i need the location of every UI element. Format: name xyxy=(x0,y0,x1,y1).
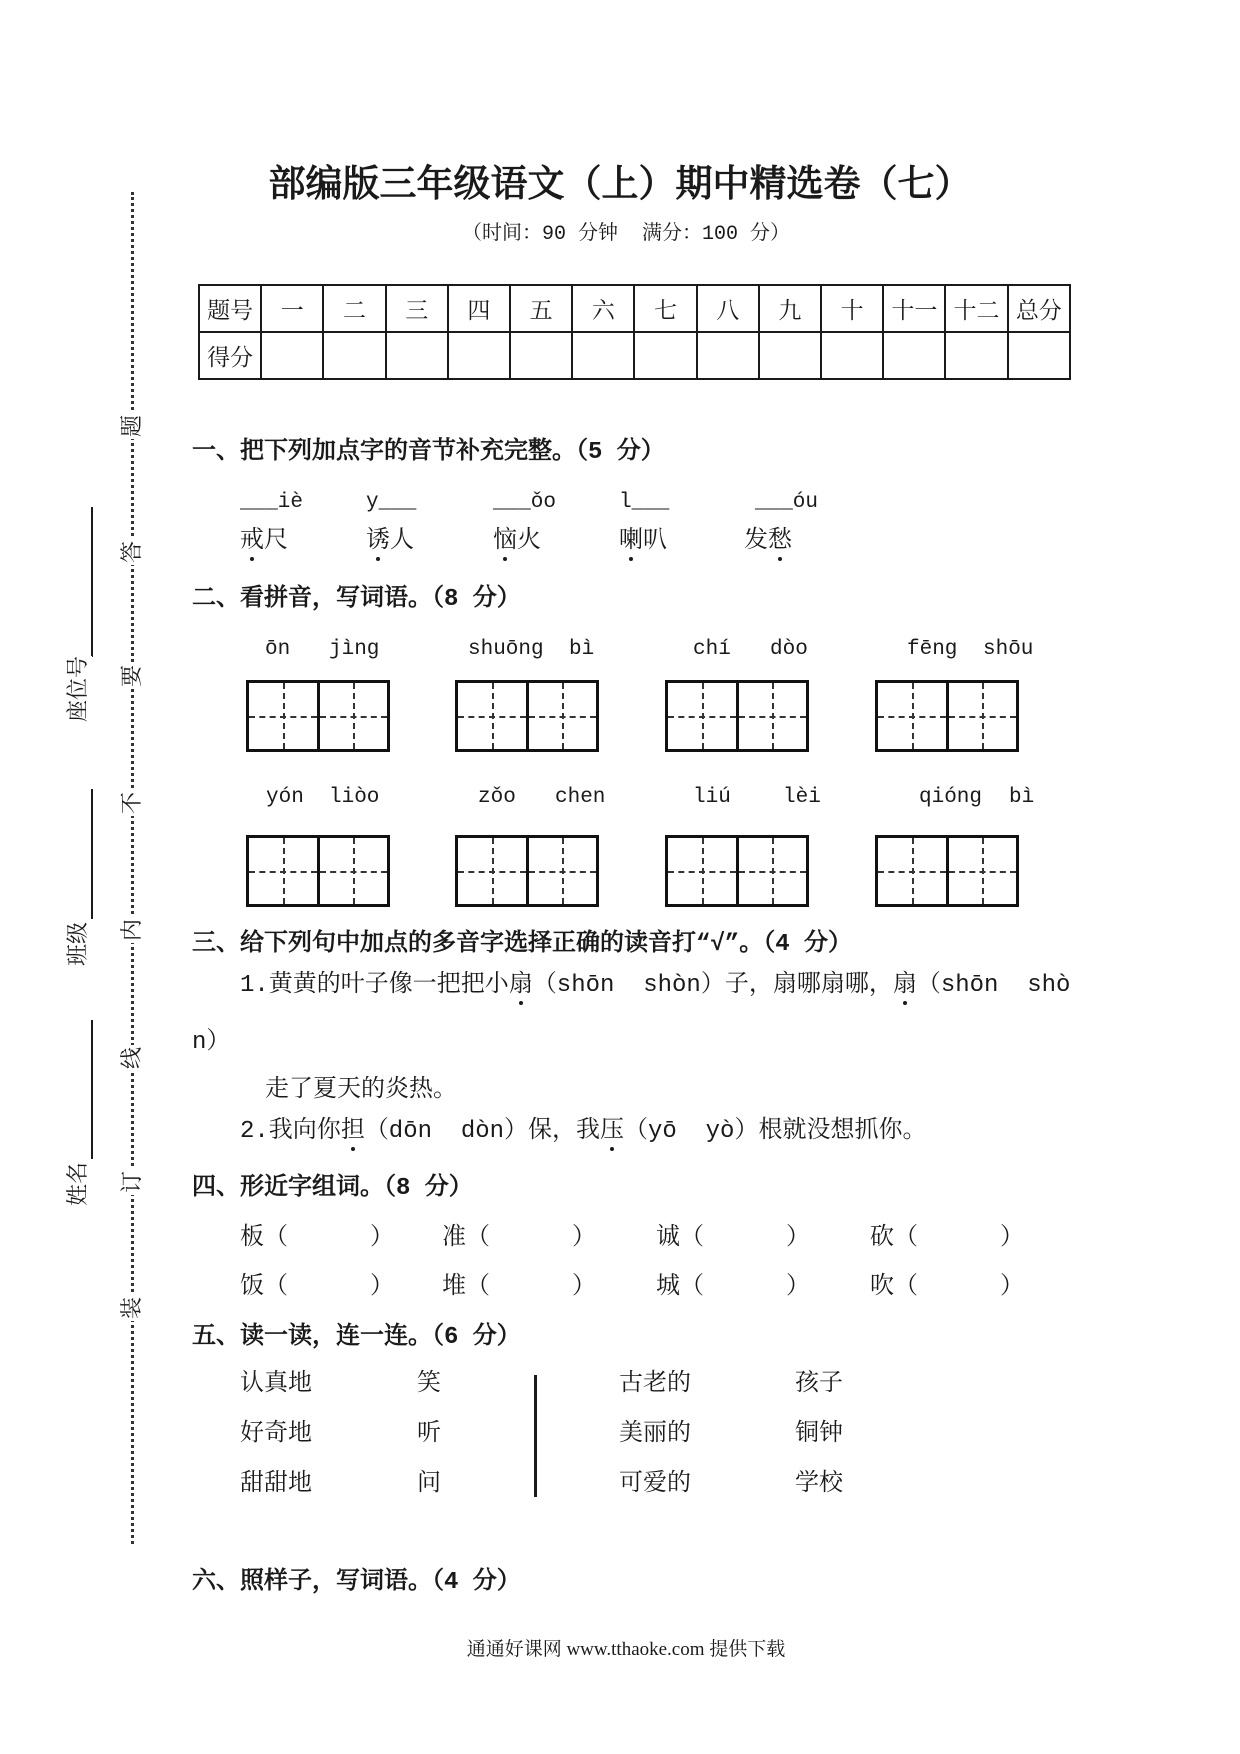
match-right-modifier: 美丽的 xyxy=(619,1421,691,1448)
base-char: 板 xyxy=(240,1225,264,1252)
paren-close: ） xyxy=(786,1274,810,1301)
paren-close: ） xyxy=(370,1274,394,1301)
pinyin-syllable: chí xyxy=(693,638,731,661)
word-lead: 发 xyxy=(744,528,768,555)
score-column-header: 六 xyxy=(572,285,634,332)
score-row-label: 得分 xyxy=(199,332,261,379)
paren-close: ） xyxy=(786,1225,810,1252)
base-char: 诚 xyxy=(656,1225,680,1252)
writing-grid xyxy=(665,680,809,752)
grid-cell xyxy=(736,838,807,904)
match-left-verb: 问 xyxy=(417,1471,441,1498)
dotted-char: 诱 xyxy=(366,528,390,555)
score-cell xyxy=(448,332,510,379)
score-column-header: 三 xyxy=(386,285,448,332)
grid-cell xyxy=(736,683,807,749)
pinyin-blank: ___iè xyxy=(240,491,304,514)
sentence-wrap-text: n） xyxy=(192,1029,231,1056)
grid-cell xyxy=(249,683,317,749)
section-3-heading: 三、给下列句中加点的多音字选择正确的读音打“√”。（4 分） xyxy=(192,931,853,958)
paren-open: （ xyxy=(894,1274,918,1301)
paren-close: ） xyxy=(1000,1274,1024,1301)
word-item xyxy=(493,527,541,557)
word-blank-item xyxy=(656,1224,810,1254)
binding-notice-char: 不 xyxy=(120,792,145,815)
pinyin-syllable: qióng xyxy=(919,786,983,809)
base-char: 吹 xyxy=(870,1274,894,1301)
dotted-char: 扇 xyxy=(892,972,917,999)
pinyin-syllable: dòo xyxy=(770,638,808,661)
sentence-text: （yō yò）根就没想抓你。 xyxy=(624,1118,927,1145)
grid-cell xyxy=(317,683,388,749)
section-6-heading: 六、照样子，写词语。（4 分） xyxy=(192,1569,521,1596)
grid-cell xyxy=(526,838,597,904)
pinyin-syllable: jìng xyxy=(329,638,380,661)
score-column-header: 七 xyxy=(634,285,696,332)
match-right-noun: 铜钟 xyxy=(795,1421,843,1448)
grid-cell xyxy=(946,683,1017,749)
match-left-modifier: 好奇地 xyxy=(240,1421,312,1448)
paren-open: （ xyxy=(466,1274,490,1301)
section-5-heading: 五、读一读，连一连。（6 分） xyxy=(192,1324,521,1351)
writing-grid xyxy=(875,680,1019,752)
binding-notice-char: 题 xyxy=(120,415,145,438)
score-cell xyxy=(261,332,323,379)
score-column-header: 八 xyxy=(697,285,759,332)
dotted-char: 扇 xyxy=(508,972,533,999)
grid-cell xyxy=(946,838,1017,904)
grid-cell xyxy=(668,683,736,749)
score-table-score-row xyxy=(199,332,1070,379)
pinyin-blank: y___ xyxy=(366,491,417,514)
base-char: 砍 xyxy=(870,1225,894,1252)
score-table-header-row xyxy=(199,285,1070,332)
word-rest: 尺 xyxy=(264,528,288,555)
paren-open: （ xyxy=(894,1225,918,1252)
paren-close: ） xyxy=(572,1225,596,1252)
word-item xyxy=(619,527,667,557)
score-cell xyxy=(386,332,448,379)
dotted-char: 恼 xyxy=(493,528,517,555)
grid-cell xyxy=(249,838,317,904)
match-left-modifier: 甜甜地 xyxy=(240,1471,312,1498)
score-header-label: 题号 xyxy=(199,285,261,332)
sentence-text: （shōn shòn）子，扇哪扇哪， xyxy=(532,972,893,999)
seat-number-label: 座位号 xyxy=(66,655,91,722)
section-2-heading: 二、看拼音，写词语。（8 分） xyxy=(192,586,521,613)
score-column-header: 九 xyxy=(759,285,821,332)
binding-notice-char: 线 xyxy=(120,1047,145,1070)
pinyin-syllable: chen xyxy=(555,786,606,809)
binding-notice-char: 要 xyxy=(120,665,145,688)
sentence-text: （dōn dòn）保，我 xyxy=(364,1118,601,1145)
writing-grid xyxy=(246,835,390,907)
pinyin-syllable: fēng xyxy=(907,638,958,661)
pinyin-syllable: bì xyxy=(1009,786,1035,809)
writing-grid xyxy=(665,835,809,907)
score-cell xyxy=(883,332,945,379)
score-table xyxy=(198,284,1071,380)
base-char: 准 xyxy=(442,1225,466,1252)
class-blank xyxy=(91,789,93,919)
pinyin-syllable: lèi xyxy=(783,786,821,809)
base-char: 饭 xyxy=(240,1274,264,1301)
grid-cell xyxy=(526,683,597,749)
binding-notice-char: 内 xyxy=(120,919,145,942)
sentence-text: 2.我向你 xyxy=(240,1118,341,1145)
score-cell xyxy=(759,332,821,379)
name-label: 姓名 xyxy=(66,1161,91,1206)
score-column-header: 五 xyxy=(510,285,572,332)
paren-open: （ xyxy=(680,1225,704,1252)
match-left-verb: 笑 xyxy=(417,1371,441,1398)
sentence-text: 1.黄黄的叶子像一把把小 xyxy=(240,972,509,999)
pinyin-syllable: bì xyxy=(569,638,595,661)
pinyin-syllable: shōu xyxy=(983,638,1034,661)
pinyin-blank: ___óu xyxy=(755,491,819,514)
dotted-char: 愁 xyxy=(768,528,792,555)
exam-info: （时间：90 分钟 满分：100 分） xyxy=(461,223,791,246)
word-blank-item xyxy=(442,1224,596,1254)
word-blank-item xyxy=(442,1273,596,1303)
dotted-char: 戒 xyxy=(240,528,264,555)
page-title: 部编版三年级语文（上）期中精选卷（七） xyxy=(268,161,972,205)
score-cell xyxy=(821,332,883,379)
pinyin-blank: l___ xyxy=(619,491,670,514)
pinyin-syllable: liú xyxy=(693,786,731,809)
word-blank-item xyxy=(240,1273,394,1303)
question-3-2-line xyxy=(240,1117,926,1147)
word-item xyxy=(366,527,414,557)
grid-cell xyxy=(878,838,946,904)
binding-notice-char: 答 xyxy=(120,541,145,564)
word-blank-item xyxy=(870,1224,1024,1254)
word-blank-item xyxy=(240,1224,394,1254)
section-4-heading: 四、形近字组词。（8 分） xyxy=(192,1175,473,1202)
writing-grid xyxy=(455,680,599,752)
word-blank-item xyxy=(870,1273,1024,1303)
score-cell xyxy=(697,332,759,379)
score-cell xyxy=(510,332,572,379)
match-group-divider xyxy=(534,1375,537,1497)
score-cell xyxy=(1008,332,1070,379)
word-item xyxy=(240,527,288,557)
match-left-modifier: 认真地 xyxy=(240,1371,312,1398)
paren-open: （ xyxy=(264,1274,288,1301)
match-left-verb: 听 xyxy=(417,1421,441,1448)
word-rest: 火 xyxy=(517,528,541,555)
score-column-header: 二 xyxy=(323,285,385,332)
dotted-char: 担 xyxy=(340,1118,365,1145)
class-label: 班级 xyxy=(66,921,91,966)
score-cell xyxy=(945,332,1007,379)
grid-cell xyxy=(668,838,736,904)
base-char: 城 xyxy=(656,1274,680,1301)
score-column-header: 十二 xyxy=(945,285,1007,332)
grid-cell xyxy=(458,683,526,749)
writing-grid xyxy=(875,835,1019,907)
grid-cell xyxy=(458,838,526,904)
dotted-char: 喇 xyxy=(619,528,643,555)
match-right-noun: 学校 xyxy=(795,1471,843,1498)
score-column-header: 一 xyxy=(261,285,323,332)
pinyin-blank: ___ǒo xyxy=(493,491,557,514)
binding-notice-char: 装 xyxy=(120,1297,145,1320)
binding-notice-char: 订 xyxy=(120,1171,145,1194)
grid-cell xyxy=(317,838,388,904)
match-right-noun: 孩子 xyxy=(795,1371,843,1398)
paren-open: （ xyxy=(466,1225,490,1252)
grid-cell xyxy=(878,683,946,749)
score-column-header: 十一 xyxy=(883,285,945,332)
word-blank-item xyxy=(656,1273,810,1303)
paren-open: （ xyxy=(680,1274,704,1301)
sentence-text: （shōn shò xyxy=(916,972,1071,999)
score-column-header: 四 xyxy=(448,285,510,332)
seat-number-blank xyxy=(91,507,93,657)
match-right-modifier: 可爱的 xyxy=(619,1471,691,1498)
pinyin-syllable: liòo xyxy=(329,786,380,809)
score-cell xyxy=(634,332,696,379)
question-3-1-line xyxy=(240,971,1070,1001)
score-cell xyxy=(572,332,634,379)
word-item xyxy=(744,527,792,557)
name-blank xyxy=(91,1020,93,1159)
word-rest: 人 xyxy=(390,528,414,555)
pinyin-syllable: ōn xyxy=(265,638,291,661)
page-footer: 通通好课网 www.tthaoke.com 提供下载 xyxy=(466,1639,786,1660)
match-right-modifier: 古老的 xyxy=(619,1371,691,1398)
dotted-char: 压 xyxy=(600,1118,625,1145)
paren-close: ） xyxy=(1000,1225,1024,1252)
word-rest: 叭 xyxy=(643,528,667,555)
writing-grid xyxy=(455,835,599,907)
sentence-continuation: 走了夏天的炎热。 xyxy=(265,1077,457,1104)
section-1-heading: 一、把下列加点字的音节补充完整。（5 分） xyxy=(192,439,665,466)
score-column-header: 总分 xyxy=(1008,285,1070,332)
writing-grid xyxy=(246,680,390,752)
paren-close: ） xyxy=(370,1225,394,1252)
binding-dotted-line xyxy=(131,192,134,1544)
pinyin-syllable: yón xyxy=(266,786,304,809)
base-char: 堆 xyxy=(442,1274,466,1301)
paren-open: （ xyxy=(264,1225,288,1252)
pinyin-syllable: zǒo xyxy=(478,786,516,809)
paren-close: ） xyxy=(572,1274,596,1301)
score-column-header: 十 xyxy=(821,285,883,332)
score-cell xyxy=(323,332,385,379)
pinyin-syllable: shuōng xyxy=(468,638,544,661)
